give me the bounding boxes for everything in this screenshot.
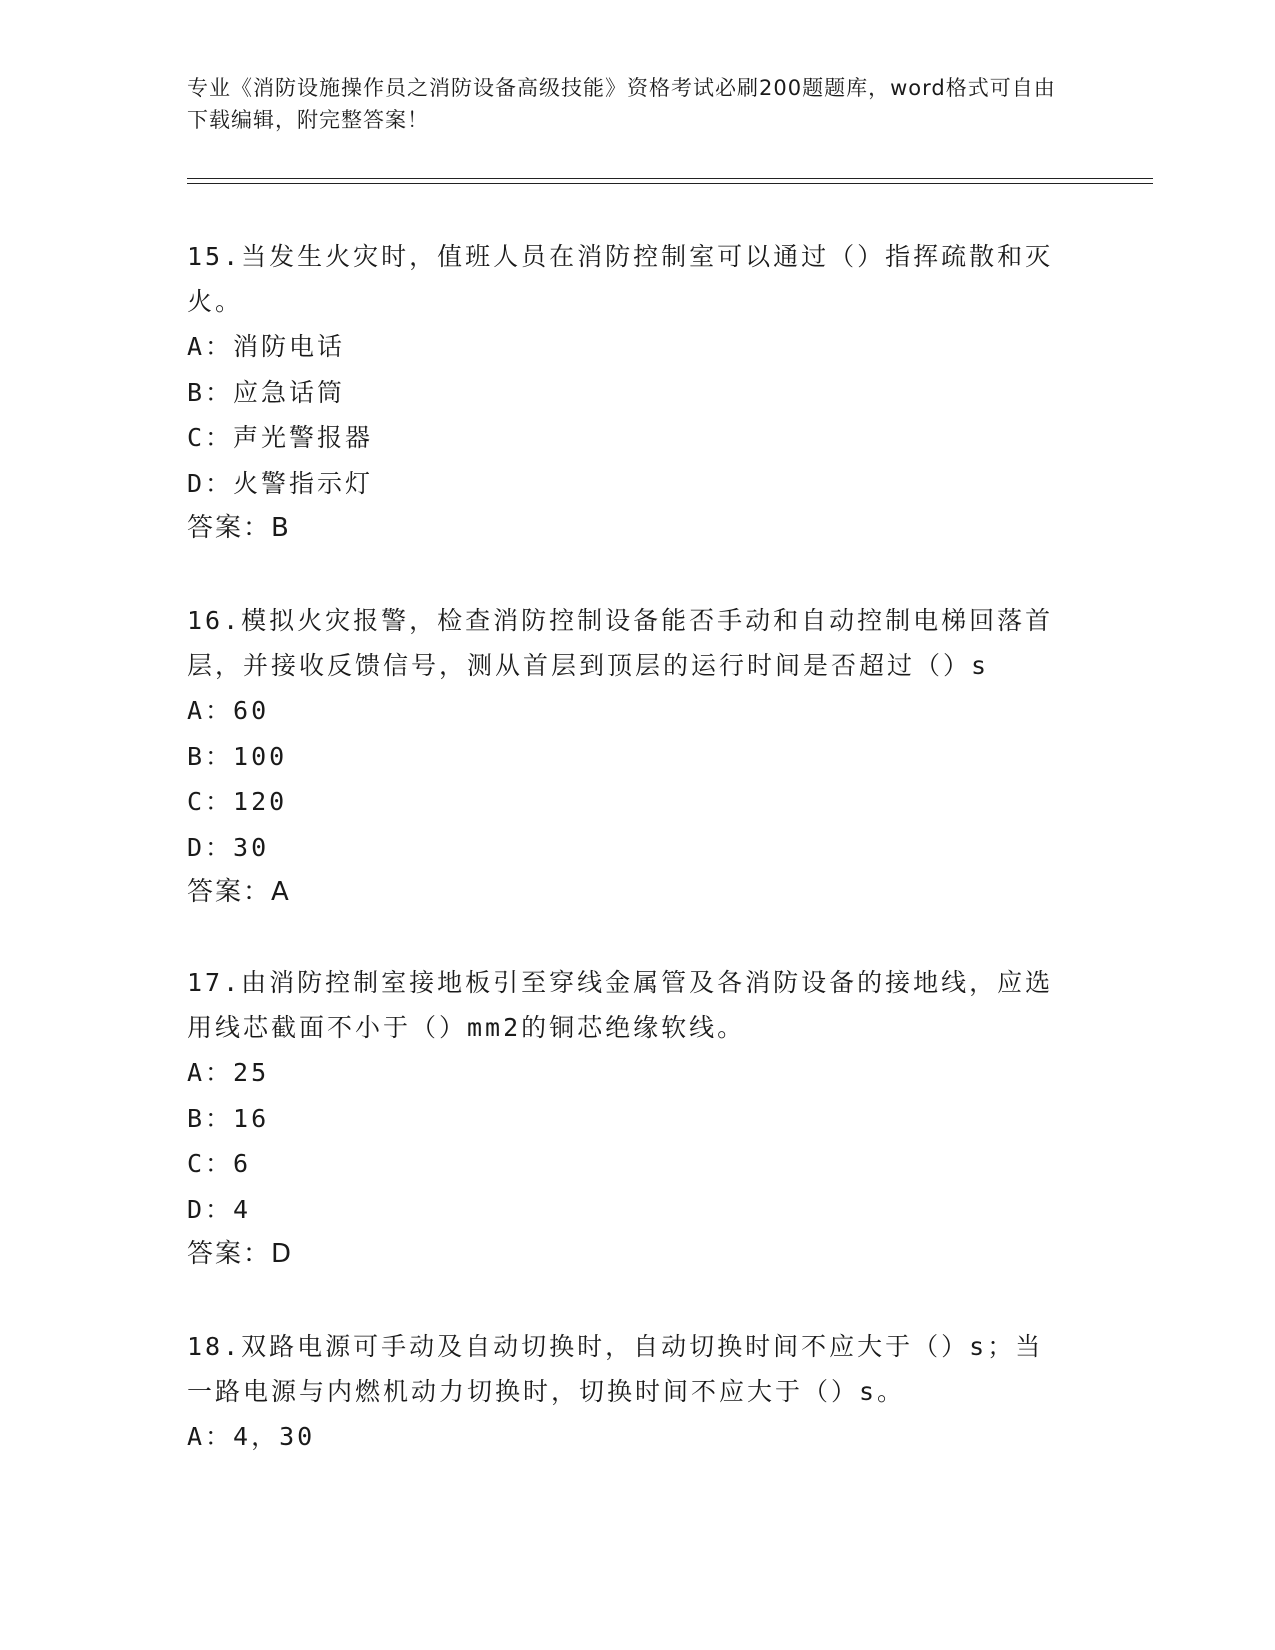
question-stem: 15.当发生火灾时，值班人员在消防控制室可以通过（）指挥疏散和灭火。	[187, 242, 1054, 316]
question-stem: 18.双路电源可手动及自动切换时，自动切换时间不应大于（）s；当一路电源与内燃机动力切换时，切换时间不应大于（）s。	[187, 1332, 1044, 1406]
option-a: A：消防电话	[187, 332, 346, 361]
option-a: A：25	[187, 1058, 270, 1087]
option-b: B：16	[187, 1103, 270, 1133]
question-stem: 16.模拟火灾报警，检查消防控制设备能否手动和自动控制电梯回落首层，并接收反馈信号，测从首层到顶层的运行时间是否超过（）s	[187, 606, 1054, 680]
answer-line: 答案：D	[187, 1239, 294, 1269]
option-c: C：120	[187, 787, 288, 816]
answer-line: 答案：B	[187, 513, 291, 543]
question-16	[187, 598, 1067, 915]
header-divider-bottom	[187, 183, 1153, 184]
question-15	[187, 234, 1067, 551]
question-18	[187, 1324, 1067, 1460]
header-divider-top	[187, 178, 1153, 179]
option-c: C：声光警报器	[187, 423, 374, 452]
option-b: B：100	[187, 741, 288, 771]
option-a: A：60	[187, 696, 270, 725]
question-stem: 17.由消防控制室接地板引至穿线金属管及各消防设备的接地线，应选用线芯截面不小于（）mm2的铜芯绝缘软线。	[187, 968, 1054, 1042]
option-d: D：4	[187, 1194, 252, 1224]
question-17	[187, 960, 1067, 1277]
document-header: 专业《消防设施操作员之消防设备高级技能》资格考试必刷200题题库，word格式可自由下载编辑，附完整答案！	[187, 76, 1056, 132]
answer-line: 答案：A	[187, 877, 291, 907]
option-a: A：4，30	[187, 1422, 316, 1451]
option-d: D：30	[187, 832, 270, 862]
option-d: D：火警指示灯	[187, 468, 374, 498]
option-c: C：6	[187, 1149, 252, 1178]
option-b: B：应急话筒	[187, 377, 346, 407]
